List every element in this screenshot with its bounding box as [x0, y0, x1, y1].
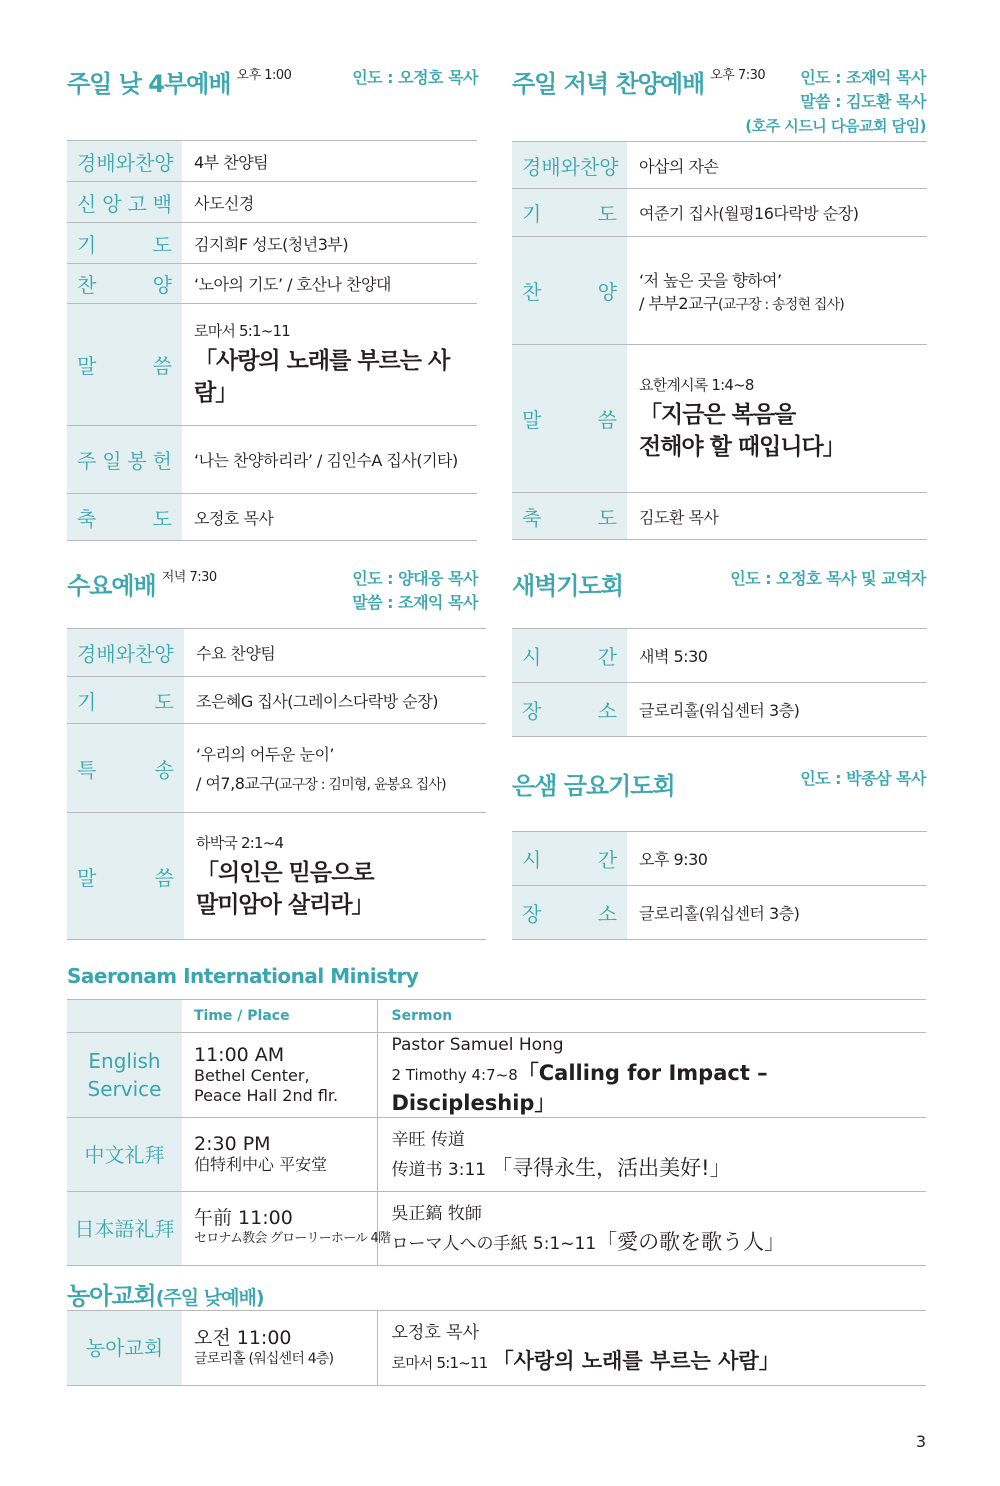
sunday4-header [67, 64, 291, 99]
label-char: 앙 [102, 191, 122, 216]
row-value: 아삽의 자손 [627, 142, 927, 189]
label-char: 찬 [77, 273, 97, 297]
label-char: 씀 [154, 865, 174, 890]
label-char: 도 [597, 202, 617, 226]
sunday4-lead: 인도 : 오정호 목사 [352, 68, 478, 87]
table-row [67, 1311, 926, 1386]
label-char: 신 [77, 191, 97, 216]
sunday4-time: 오후 1:00 [236, 68, 292, 83]
label-char: 말 [77, 354, 97, 378]
friday-title: 은샘 금요기도회 [512, 772, 675, 800]
table-row [512, 345, 927, 493]
dawn-header [512, 566, 623, 601]
sunday4-title: 주일 낮 4부예배 [67, 70, 231, 98]
sermon-reference: 로마서 5:1~11 [391, 1354, 488, 1372]
friday-table [512, 831, 927, 940]
row-label: 日本語礼拜 [67, 1192, 182, 1266]
speaker: 吳正鎬 牧師 [391, 1203, 482, 1224]
label-char: 시 [522, 645, 542, 669]
row-value: 여준기 집사(월평16다락방 순장) [627, 189, 927, 237]
service-place: セロナム教会 グローリーホール 4階 [194, 1231, 391, 1246]
row-value: ‘나는 찬양하리라’ / 김인수A 집사(기타) [182, 426, 477, 494]
label-char: 기 [77, 232, 97, 257]
table-row [67, 304, 477, 426]
deaf-title: 농아교회 [67, 1282, 156, 1310]
sunday4-table [67, 140, 477, 541]
deaf-subtitle: (주일 낮예배) [155, 1287, 264, 1309]
label-char: 간 [597, 848, 617, 872]
service-place: 伯特利中心 平安堂 [194, 1155, 328, 1174]
row-value: 사도신경 [182, 182, 477, 223]
table-row [67, 182, 477, 223]
label-char: 백 [152, 191, 172, 216]
label-char: 찬 [522, 280, 542, 304]
wednesday-title: 수요예배 [67, 572, 156, 600]
row-value: 조은혜G 집사(그레이스다락방 순장) [184, 677, 486, 724]
label-char: 장 [522, 902, 542, 926]
sunday-evening-table [512, 141, 927, 540]
row-label [77, 754, 174, 783]
row-label [77, 862, 174, 891]
label-char: 양 [597, 280, 617, 304]
service-place: 글로리홀 (워십센터 4층) [194, 1350, 334, 1367]
wednesday-lead [352, 567, 478, 615]
sermon-reference: 传道书 3:11 [391, 1159, 487, 1180]
row-label [522, 695, 617, 724]
table-row [67, 426, 477, 494]
row-value: / 부부2교구 [639, 293, 718, 313]
row-label [77, 350, 172, 379]
label-char: 장 [522, 699, 542, 723]
sermon-title: 「지금은 복음을 전해야 할 때입니다」 [639, 402, 845, 460]
intl-table [67, 999, 926, 1266]
table-row [512, 886, 927, 940]
label-char: 축 [77, 506, 97, 531]
page-number: 3 [915, 1432, 926, 1451]
deaf-table [67, 1310, 926, 1386]
dawn-lead: 인도 : 오정호 목사 및 교역자 [730, 569, 926, 588]
speaker: 오정호 목사 [391, 1323, 480, 1343]
label-char: 양 [152, 273, 172, 297]
label-char: 기 [77, 689, 97, 714]
service-place: Bethel Center, Peace Hall 2nd flr. [194, 1065, 339, 1105]
column-header-sermon: Sermon [377, 1000, 926, 1033]
table-row [512, 142, 927, 189]
sermon-reference: ローマ人への手紙 5:1~11 [391, 1233, 597, 1254]
row-label [522, 844, 617, 873]
row-label [77, 269, 172, 298]
sermon-title: 「의인은 믿음으로 말미암아 살리라」 [196, 859, 374, 918]
sermon-reference: 2 Timothy 4:7~8 [391, 1066, 518, 1084]
table-row [67, 264, 477, 304]
label-char: 축 [522, 505, 542, 530]
row-value: 글로리홀(워십센터 3층) [627, 683, 927, 737]
row-value: 수요 찬양팀 [184, 629, 486, 677]
table-row [512, 493, 927, 540]
service-time: 午前 11:00 [194, 1207, 293, 1229]
row-label [522, 502, 617, 531]
deaf-header [67, 1276, 264, 1311]
label-char: 고 [127, 191, 147, 216]
table-row [67, 629, 486, 677]
row-label: 경배와찬양 [77, 642, 174, 666]
friday-lead: 인도 : 박종삼 목사 [800, 769, 926, 788]
row-label [522, 641, 617, 670]
speaker: 辛旺 传道 [391, 1129, 465, 1150]
dawn-title: 새벽기도회 [512, 572, 623, 600]
label-char: 도 [152, 232, 172, 257]
wednesday-time: 저녁 7:30 [161, 570, 217, 585]
label-char: 특 [77, 757, 97, 782]
label-char: 말 [522, 408, 542, 432]
row-value: 김지희F 성도(청년3부) [182, 223, 477, 264]
label-char: 송 [154, 757, 174, 782]
row-value: 김도환 목사 [627, 493, 927, 540]
sermon-title: 「愛の歌を歌う人」 [596, 1229, 786, 1254]
table-row [67, 677, 486, 724]
table-row [67, 1118, 926, 1192]
sunday-evening-lead [745, 66, 926, 138]
row-label [522, 198, 617, 227]
row-label [77, 229, 172, 258]
lead-line: (호주 시드니 다음교회 담임) [745, 117, 926, 135]
lead-line: 인도 : 양대웅 목사 [352, 569, 478, 588]
table-row [67, 1033, 926, 1118]
label-char: 도 [597, 505, 617, 530]
service-time: 2:30 PM [194, 1133, 271, 1155]
label-char: 도 [154, 689, 174, 714]
label-char: 소 [597, 902, 617, 926]
table-row [512, 189, 927, 237]
row-value: 새벽 5:30 [627, 629, 927, 683]
row-label [522, 276, 617, 305]
sermon-title: 「사랑의 노래를 부르는 사람」 [492, 1349, 780, 1373]
table-row [67, 813, 486, 940]
table-row [67, 724, 486, 813]
label-char: 소 [597, 699, 617, 723]
sunday-evening-header [512, 64, 765, 99]
label-char: 씀 [152, 354, 172, 378]
lead-line: 말씀 : 김도환 목사 [800, 92, 926, 111]
table-row [512, 683, 927, 737]
row-label [522, 898, 617, 927]
sunday-evening-title: 주일 저녁 찬양예배 [512, 70, 705, 98]
sermon-reference: 하박국 2:1~4 [196, 833, 284, 852]
row-label [77, 445, 172, 474]
lead-line: 인도 : 조재익 목사 [800, 68, 926, 87]
label-char: 시 [522, 848, 542, 872]
row-label [77, 188, 172, 217]
row-label [522, 404, 617, 433]
speaker: Pastor Samuel Hong [391, 1035, 564, 1055]
row-label: English Service [67, 1033, 182, 1118]
row-label: 경배와찬양 [77, 150, 174, 175]
sermon-title: 「寻得永生，活出美好!」 [491, 1155, 731, 1180]
service-time: 오전 11:00 [194, 1326, 292, 1349]
column-header-time: Time / Place [182, 1000, 377, 1033]
table-header-row [67, 1000, 926, 1033]
row-value: ‘노아의 기도’ / 호산나 찬양대 [182, 264, 477, 304]
friday-header [512, 766, 675, 801]
service-time: 11:00 AM [194, 1043, 285, 1066]
table-row [512, 237, 927, 345]
row-value: 오후 9:30 [627, 832, 927, 886]
label-char: 헌 [152, 449, 172, 473]
label-char: 주 [77, 449, 97, 473]
row-value: 오정호 목사 [182, 494, 477, 541]
label-char: 기 [522, 202, 542, 226]
label-char: 봉 [127, 449, 147, 473]
sermon-reference: 로마서 5:1~11 [194, 322, 291, 340]
sermon-reference: 요한계시록 1:4~8 [639, 376, 754, 394]
table-row [512, 832, 927, 886]
table-row [67, 223, 477, 264]
label-char: 말 [77, 865, 97, 890]
dawn-table [512, 628, 927, 737]
lead-line: 말씀 : 조재익 목사 [352, 593, 478, 612]
sermon-title: 「Calling for Impact – Discipleship」 [391, 1061, 768, 1115]
row-value-note: (교구장 : 김미형, 윤봉요 집사) [274, 777, 446, 793]
row-label: 경배와찬양 [522, 154, 619, 179]
wednesday-table [67, 628, 486, 940]
row-value: / 여7,8교구 [196, 774, 275, 793]
row-value: 4부 찬양팀 [182, 141, 477, 182]
row-value: ‘우리의 어두운 눈이’ [196, 745, 334, 764]
table-row [67, 141, 477, 182]
row-label [77, 503, 172, 532]
label-char: 도 [152, 506, 172, 531]
table-row [67, 494, 477, 541]
label-char: 일 [102, 449, 122, 473]
wednesday-header [67, 566, 217, 601]
label-char: 간 [597, 645, 617, 669]
sermon-title: 「사랑의 노래를 부르는 사람」 [194, 348, 450, 406]
intl-title: Saeronam International Ministry [67, 964, 419, 988]
table-row [512, 629, 927, 683]
row-label [77, 686, 174, 715]
sunday-evening-time: 오후 7:30 [710, 68, 766, 83]
table-row [67, 1192, 926, 1266]
row-value: 글로리홀(워십센터 3층) [627, 886, 927, 940]
row-value: ‘저 높은 곳을 향하여’ [639, 270, 782, 290]
row-label: 농아교회 [67, 1311, 182, 1386]
label-char: 씀 [597, 408, 617, 432]
row-value-note: (교구장 : 송정현 집사) [717, 296, 844, 313]
row-label: 中文礼拜 [67, 1118, 182, 1192]
